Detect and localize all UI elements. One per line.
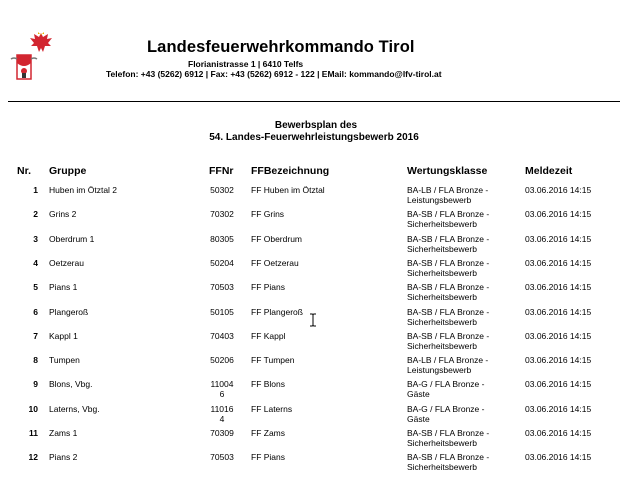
cell-gruppe: Huben im Ötztal 2 xyxy=(49,185,118,195)
cell-gruppe: Grins 2 xyxy=(49,209,77,219)
header-divider xyxy=(8,101,620,102)
document-title-line-1: Bewerbsplan des xyxy=(274,120,358,131)
cell-ffnr-line-1: 11016 xyxy=(210,404,234,414)
cell-ffbezeichnung: FF Zams xyxy=(251,428,285,438)
cell-ffnr xyxy=(208,356,236,366)
cell-ffbezeichnung: FF Oberdrum xyxy=(251,234,303,244)
cell-ffbezeichnung: FF Laterns xyxy=(251,404,293,414)
cell-meldezeit: 03.06.2016 14:15 xyxy=(525,282,592,292)
table-row xyxy=(0,210,628,234)
cell-wertungsklasse xyxy=(407,429,489,448)
cell-wertungsklasse-line-2: Sicherheitsbewerb xyxy=(407,437,477,448)
document-title-line-2: 54. Landes-Feuerwehrleistungsbewerb 2016 xyxy=(209,132,419,143)
cell-ffnr-line-1: 50105 xyxy=(210,307,234,317)
table-row xyxy=(0,380,628,404)
cell-ffnr-line-1: 50204 xyxy=(210,258,234,268)
cell-wertungsklasse xyxy=(407,405,484,424)
cell-wertungsklasse-line-1: BA-SB / FLA Bronze - xyxy=(407,209,490,219)
cell-meldezeit: 03.06.2016 14:15 xyxy=(525,404,592,414)
cell-nr: 3 xyxy=(33,234,38,244)
cell-wertungsklasse-line-2: Sicherheitsbewerb xyxy=(407,461,477,472)
cell-meldezeit: 03.06.2016 14:15 xyxy=(525,307,592,317)
cell-wertungsklasse-line-2: Sicherheitsbewerb xyxy=(407,340,477,351)
cell-ffbezeichnung: FF Pians xyxy=(251,282,286,292)
cell-ffbezeichnung: FF Kappl xyxy=(251,331,286,341)
text-cursor-icon xyxy=(309,313,317,327)
cell-ffnr xyxy=(208,429,236,439)
cell-wertungsklasse-line-1: BA-SB / FLA Bronze - xyxy=(407,452,490,462)
cell-wertungsklasse xyxy=(407,308,489,327)
table-row xyxy=(0,235,628,259)
column-header-ffbezeichnung: FFBezeichnung xyxy=(251,165,330,177)
cell-wertungsklasse-line-1: BA-LB / FLA Bronze - xyxy=(407,355,489,365)
cell-wertungsklasse-line-2: Leistungsbewerb xyxy=(407,364,472,375)
cell-meldezeit: 03.06.2016 14:15 xyxy=(525,331,592,341)
cell-ffnr-line-1: 50302 xyxy=(210,185,234,195)
cell-ffnr-line-1: 70309 xyxy=(210,428,234,438)
cell-ffnr xyxy=(208,235,236,245)
column-header-ffnr: FFNr xyxy=(209,165,234,177)
cell-ffnr-line-1: 70403 xyxy=(210,331,234,341)
cell-wertungsklasse-line-2: Sicherheitsbewerb xyxy=(407,267,477,278)
cell-gruppe: Kappl 1 xyxy=(49,331,78,341)
cell-wertungsklasse-line-1: BA-LB / FLA Bronze - xyxy=(407,185,489,195)
cell-wertungsklasse xyxy=(407,356,488,375)
org-name: Landesfeuerwehrkommando Tirol xyxy=(147,38,415,56)
table-row xyxy=(0,332,628,356)
cell-ffnr-line-1: 70503 xyxy=(210,452,234,462)
table-row xyxy=(0,356,628,380)
cell-meldezeit: 03.06.2016 14:15 xyxy=(525,355,592,365)
column-header-nr: Nr. xyxy=(17,165,32,177)
cell-ffnr xyxy=(208,308,236,318)
cell-wertungsklasse-line-2: Gäste xyxy=(407,413,430,424)
cell-wertungsklasse-line-1: BA-G / FLA Bronze - xyxy=(407,404,485,414)
column-header-meldezeit: Meldezeit xyxy=(525,165,573,177)
table-row xyxy=(0,186,628,210)
cell-meldezeit: 03.06.2016 14:15 xyxy=(525,209,592,219)
cell-ffbezeichnung: FF Grins xyxy=(251,209,285,219)
cell-nr: 6 xyxy=(33,307,38,317)
cell-ffnr xyxy=(208,186,236,196)
cell-wertungsklasse-line-1: BA-SB / FLA Bronze - xyxy=(407,258,490,268)
cell-ffnr xyxy=(208,259,236,269)
cell-nr: 8 xyxy=(33,355,38,365)
cell-ffbezeichnung: FF Plangeroß xyxy=(251,307,303,317)
cell-wertungsklasse-line-2: Sicherheitsbewerb xyxy=(407,243,477,254)
cell-gruppe: Laterns, Vbg. xyxy=(49,404,100,414)
cell-ffnr xyxy=(208,453,236,463)
column-header-wertungsklasse: Wertungsklasse xyxy=(407,165,488,177)
cell-wertungsklasse-line-1: BA-SB / FLA Bronze - xyxy=(407,307,490,317)
cell-gruppe: Oetzerau xyxy=(49,258,84,268)
cell-ffnr xyxy=(208,210,236,220)
cell-nr: 10 xyxy=(28,404,38,414)
cell-wertungsklasse xyxy=(407,380,484,399)
cell-nr: 7 xyxy=(33,331,38,341)
cell-ffbezeichnung: FF Oetzerau xyxy=(251,258,299,268)
cell-nr: 2 xyxy=(33,209,38,219)
cell-wertungsklasse xyxy=(407,453,489,472)
cell-gruppe: Tumpen xyxy=(49,355,80,365)
table-row xyxy=(0,283,628,307)
cell-gruppe: Plangeroß xyxy=(49,307,89,317)
cell-ffnr-line-1: 11004 xyxy=(210,379,234,389)
cell-gruppe: Pians 1 xyxy=(49,282,78,292)
org-address: Florianistrasse 1 | 6410 Telfs xyxy=(188,59,304,69)
fire-brigade-shield-icon xyxy=(9,53,39,81)
cell-meldezeit: 03.06.2016 14:15 xyxy=(525,428,592,438)
cell-ffnr xyxy=(208,405,236,424)
cell-ffnr-line-2: 6 xyxy=(219,388,225,399)
cell-ffnr-line-1: 70503 xyxy=(210,282,234,292)
cell-ffnr-line-1: 50206 xyxy=(210,355,234,365)
table-row xyxy=(0,429,628,453)
cell-meldezeit: 03.06.2016 14:15 xyxy=(525,234,592,244)
cell-wertungsklasse-line-2: Gäste xyxy=(407,388,430,399)
cell-wertungsklasse xyxy=(407,235,489,254)
cell-nr: 12 xyxy=(28,452,38,462)
table-row xyxy=(0,405,628,429)
table-row xyxy=(0,259,628,283)
cell-ffbezeichnung: FF Huben im Ötztal xyxy=(251,185,325,195)
cell-meldezeit: 03.06.2016 14:15 xyxy=(525,258,592,268)
cell-ffnr-line-1: 70302 xyxy=(210,209,234,219)
cell-wertungsklasse-line-1: BA-SB / FLA Bronze - xyxy=(407,428,490,438)
cell-wertungsklasse xyxy=(407,283,489,302)
cell-gruppe: Oberdrum 1 xyxy=(49,234,95,244)
table-row xyxy=(0,453,628,477)
cell-nr: 1 xyxy=(33,185,38,195)
cell-ffbezeichnung: FF Pians xyxy=(251,452,286,462)
cell-meldezeit: 03.06.2016 14:15 xyxy=(525,185,592,195)
cell-wertungsklasse-line-1: BA-SB / FLA Bronze - xyxy=(407,282,490,292)
cell-meldezeit: 03.06.2016 14:15 xyxy=(525,379,592,389)
cell-wertungsklasse-line-1: BA-G / FLA Bronze - xyxy=(407,379,485,389)
cell-meldezeit: 03.06.2016 14:15 xyxy=(525,452,592,462)
cell-ffnr-line-2: 4 xyxy=(219,413,225,424)
cell-wertungsklasse-line-2: Sicherheitsbewerb xyxy=(407,291,477,302)
cell-ffnr xyxy=(208,380,236,399)
cell-wertungsklasse-line-2: Sicherheitsbewerb xyxy=(407,218,477,229)
cell-wertungsklasse-line-2: Sicherheitsbewerb xyxy=(407,316,477,327)
org-contact: Telefon: +43 (5262) 6912 | Fax: +43 (5262) 6912 - 122 | EMail: kommando@lfv-tirol.at xyxy=(106,69,442,79)
cell-ffnr xyxy=(208,283,236,293)
cell-gruppe: Pians 2 xyxy=(49,452,78,462)
cell-nr: 9 xyxy=(33,379,38,389)
cell-wertungsklasse-line-2: Leistungsbewerb xyxy=(407,194,472,205)
cell-wertungsklasse-line-1: BA-SB / FLA Bronze - xyxy=(407,331,490,341)
cell-nr: 4 xyxy=(33,258,38,268)
cell-wertungsklasse xyxy=(407,259,489,278)
cell-nr: 5 xyxy=(33,282,38,292)
cell-ffbezeichnung: FF Blons xyxy=(251,379,286,389)
cell-wertungsklasse xyxy=(407,210,489,229)
cell-ffnr xyxy=(208,332,236,342)
cell-wertungsklasse xyxy=(407,332,489,351)
cell-wertungsklasse xyxy=(407,186,488,205)
cell-gruppe: Zams 1 xyxy=(49,428,78,438)
cell-gruppe: Blons, Vbg. xyxy=(49,379,93,389)
column-header-gruppe: Gruppe xyxy=(49,165,87,177)
cell-nr: 11 xyxy=(29,428,38,438)
cell-ffnr-line-1: 80305 xyxy=(210,234,234,244)
cell-ffbezeichnung: FF Tumpen xyxy=(251,355,295,365)
cell-wertungsklasse-line-1: BA-SB / FLA Bronze - xyxy=(407,234,490,244)
